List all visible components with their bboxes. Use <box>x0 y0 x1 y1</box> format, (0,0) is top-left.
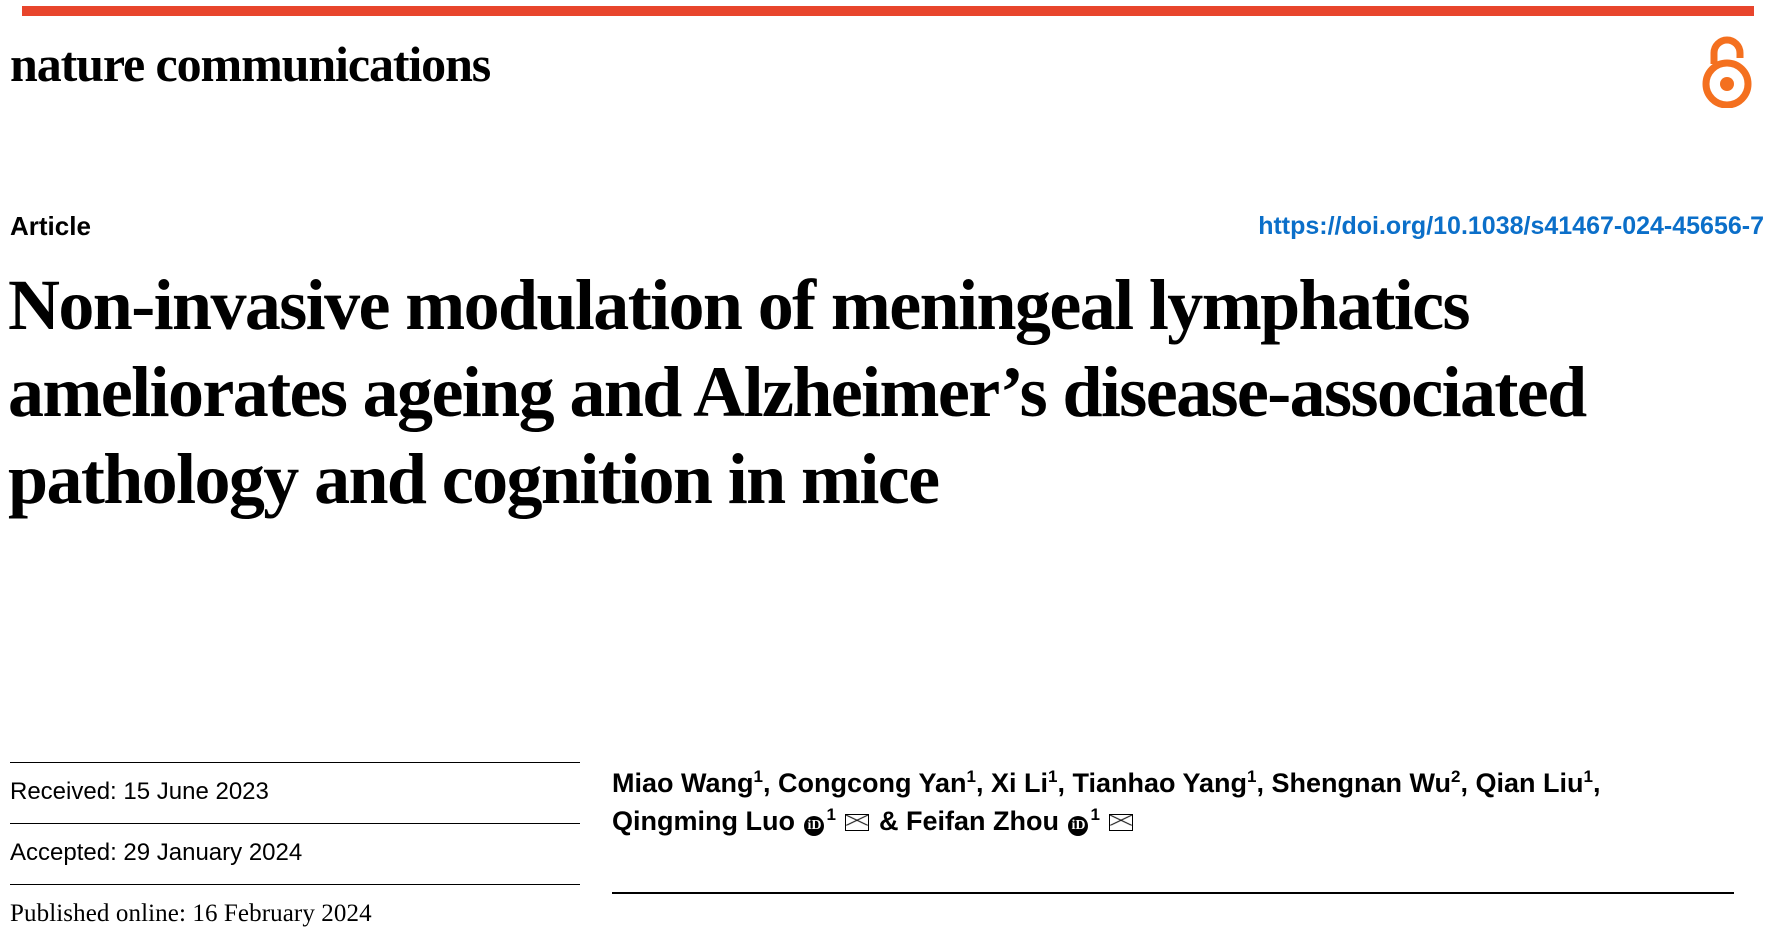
email-icon[interactable] <box>845 814 869 831</box>
author-name[interactable]: Congcong Yan$^1$ <box>777 767 976 798</box>
authors-divider <box>612 892 1734 894</box>
email-icon[interactable] <box>1109 814 1133 831</box>
author-name[interactable]: Qian Liu$^1$ <box>1475 767 1593 798</box>
author-name[interactable]: Xi Li$^1$ <box>990 767 1058 798</box>
author-name[interactable]: Feifan Zhou <box>905 806 1059 836</box>
author-name[interactable]: Tianhao Yang$^1$ <box>1072 767 1257 798</box>
author-name[interactable]: Qingming Luo <box>612 806 795 836</box>
doi-link[interactable]: https://doi.org/10.1038/s41467-024-45656-7 <box>1258 212 1764 240</box>
author-list: Miao Wang$^1$, Congcong Yan$^1$, Xi Li$^1$, Tianhao Yang$^1$, Shengnan Wu$^2$, Qian Liu$^1$, Qingming Luo $iD^1$ & Feifan Zhou $iD^1$ <box>612 767 1601 836</box>
accepted-date: Accepted: 29 January 2024 <box>10 823 580 884</box>
published-date: Published online: 16 February 2024 <box>10 884 580 945</box>
article-meta-row <box>10 210 1764 244</box>
top-accent-rule <box>22 6 1754 16</box>
orcid-icon[interactable]: iD <box>804 816 824 836</box>
received-date: Received: 15 June 2023 <box>10 762 580 823</box>
article-type-label: Article <box>10 211 91 241</box>
open-access-lock-icon <box>1696 34 1758 108</box>
masthead <box>10 32 1764 110</box>
page-title: Non-invasive modulation of meningeal lymphatics ameliorates ageing and Alzheimer’s disease-associated pathology and cognition in mice <box>8 265 1586 519</box>
author-name[interactable]: Shengnan Wu$^2$ <box>1271 767 1461 798</box>
orcid-icon[interactable]: iD <box>1068 816 1088 836</box>
publication-dates <box>10 762 580 945</box>
journal-title: nature communications <box>10 36 491 92</box>
author-name[interactable]: Miao Wang$^1$ <box>612 767 763 798</box>
